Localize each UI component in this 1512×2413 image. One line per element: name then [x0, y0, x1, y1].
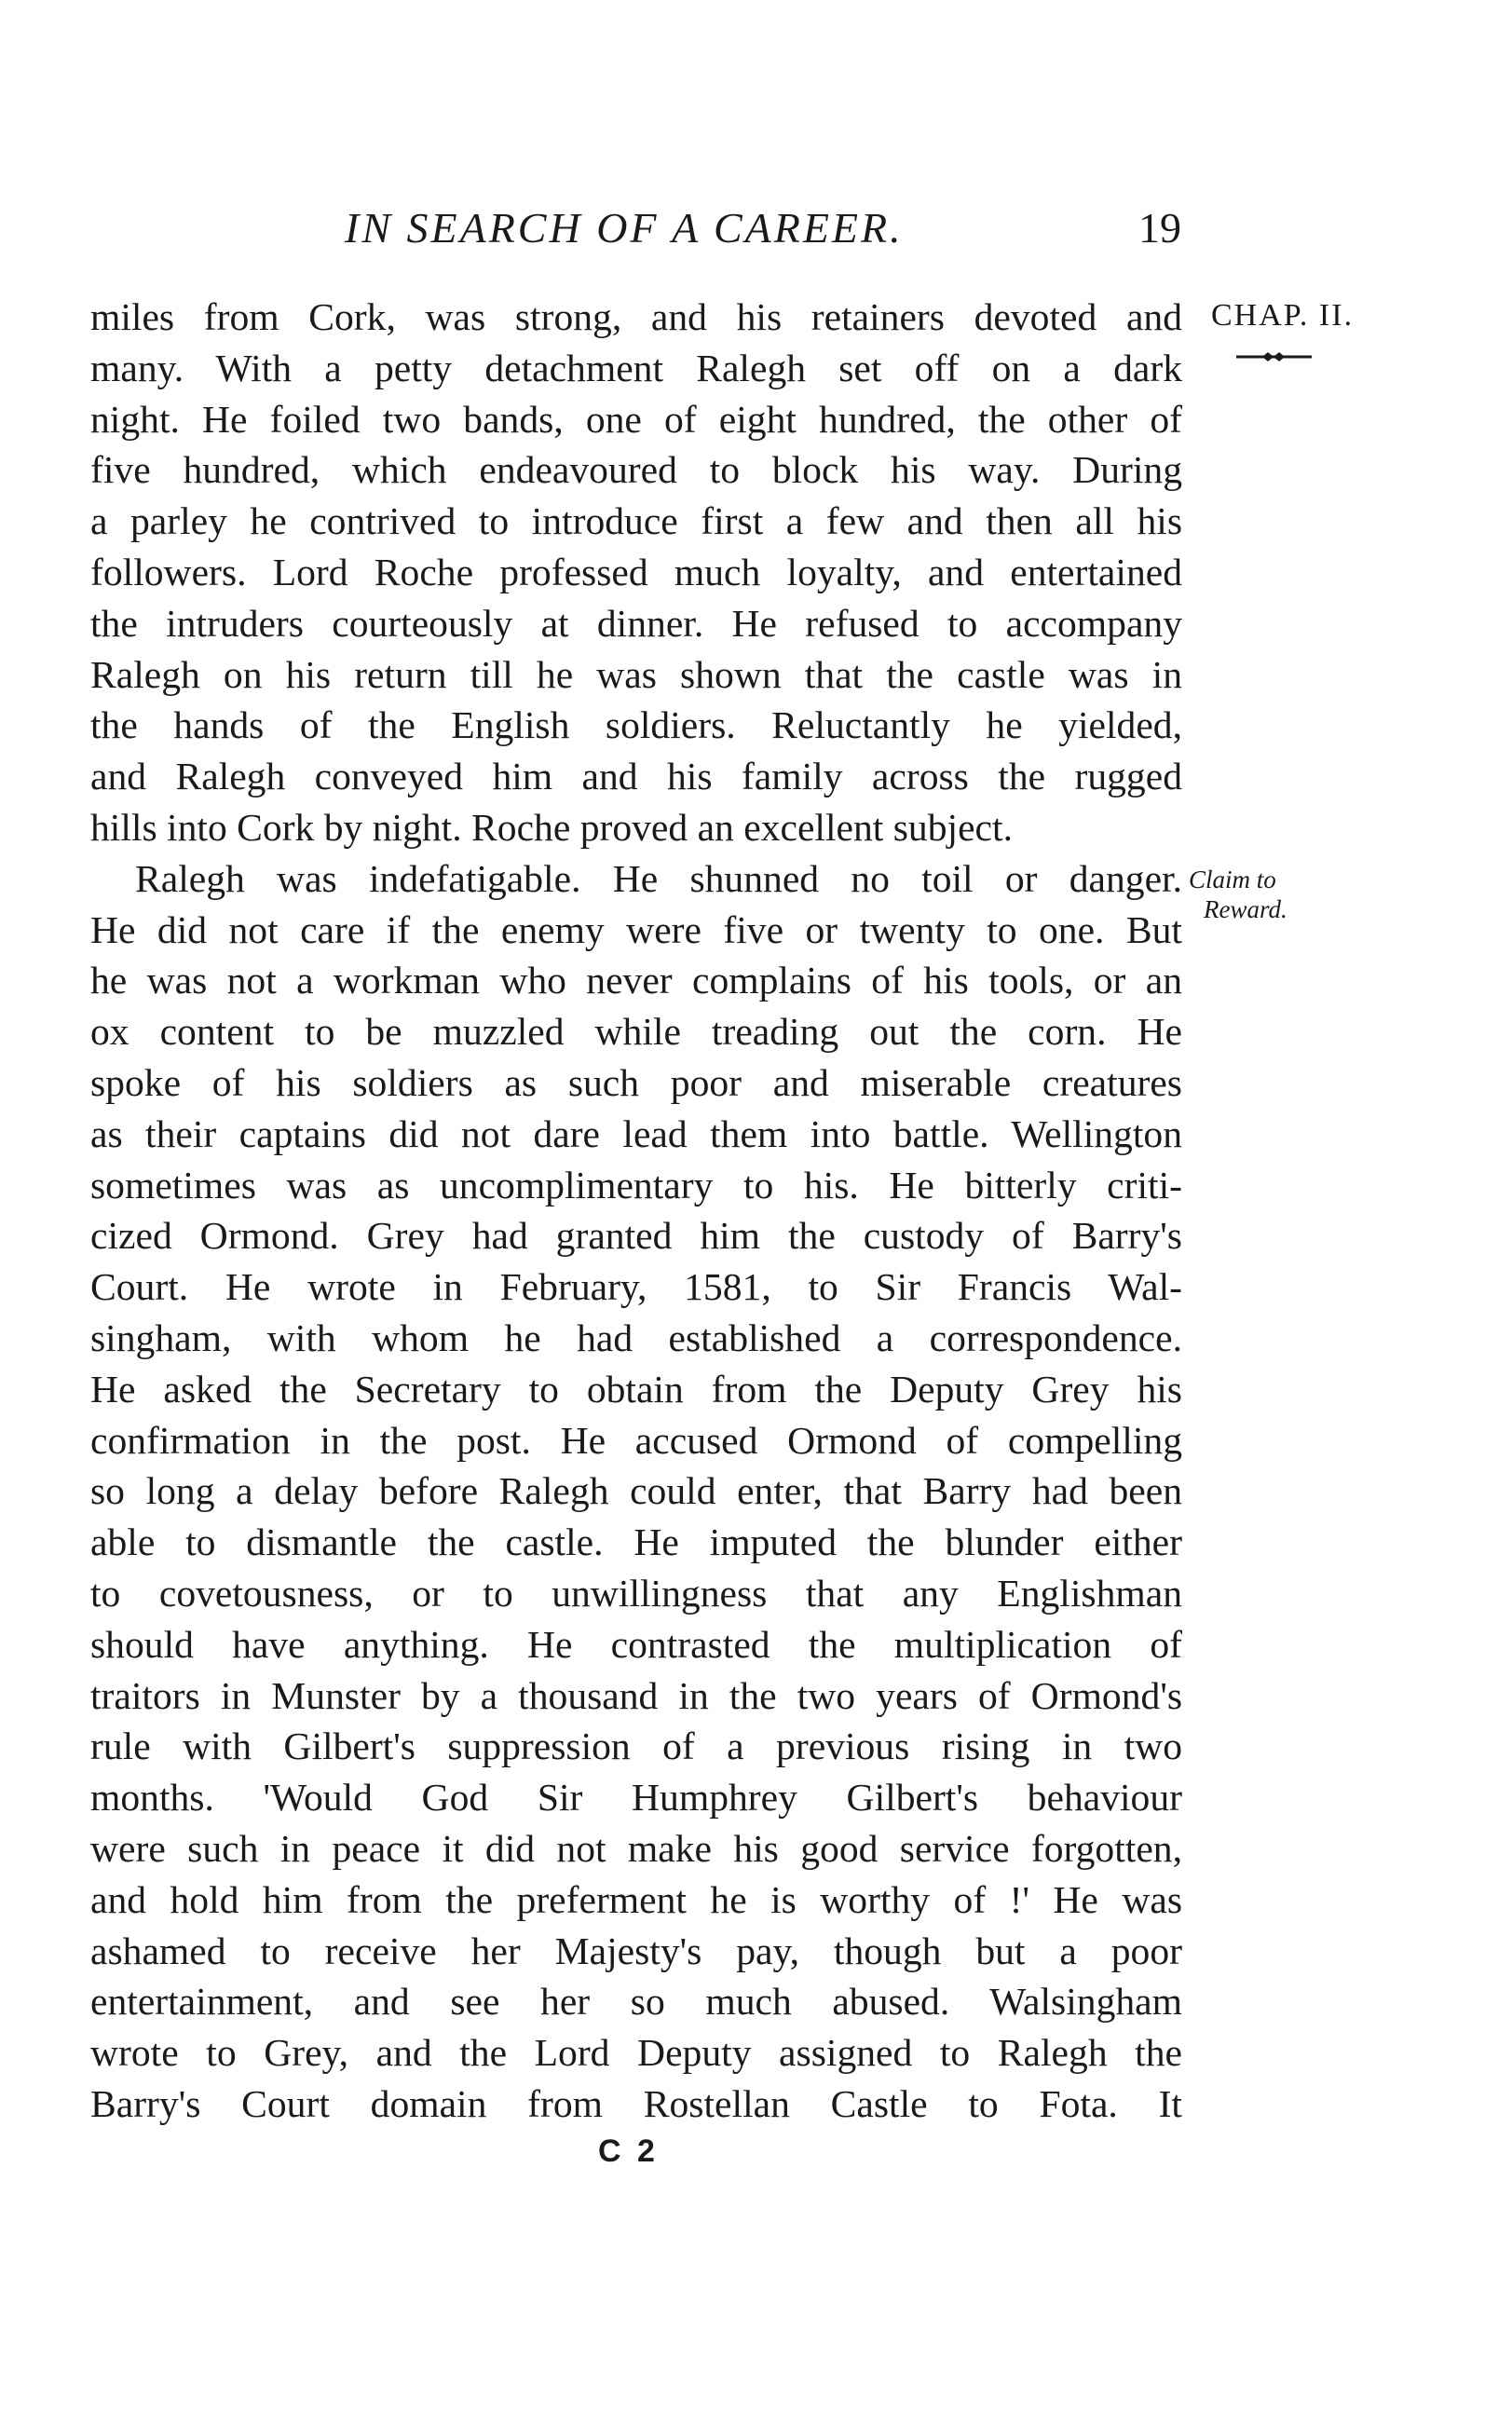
text-line: singham, with whom he had established a correspondence.: [90, 1316, 1182, 1359]
text-line: Ralegh was indefatigable. He shunned no toil or danger.: [135, 856, 1182, 900]
text-line: many. With a petty detachment Ralegh set off on a dark: [90, 346, 1182, 389]
margin-note: [1189, 865, 1287, 924]
text-line: night. He foiled two bands, one of eight hundred, the other of: [90, 397, 1182, 441]
text-line: sometimes was as uncomplimentary to his. He bitterly criti-: [90, 1163, 1182, 1206]
text-line: and Ralegh conveyed him and his family across the rugged: [90, 755, 1182, 798]
text-line: so long a delay before Ralegh could enter, that Barry had been: [90, 1469, 1182, 1513]
text-line: He asked the Secretary to obtain from the Deputy Grey his: [90, 1367, 1182, 1411]
text-line: the intruders courteously at dinner. He refused to accompany: [90, 601, 1182, 645]
text-line: ox content to be muzzled while treading out the corn. He: [90, 1010, 1182, 1054]
text-line: able to dismantle the castle. He imputed the blunder either: [90, 1520, 1182, 1564]
text-line: rule with Gilbert's suppression of a previous rising in two: [90, 1725, 1182, 1768]
text-line: a parley he contrived to introduce first a few and then all his: [90, 499, 1182, 543]
text-line: spoke of his soldiers as such poor and miserable creatures: [90, 1060, 1182, 1104]
text-line: followers. Lord Roche professed much loyalty, and entertained: [90, 550, 1182, 593]
page-number: 19: [1138, 204, 1181, 252]
text-line: entertainment, and see her so much abused. Walsingham: [90, 1980, 1182, 2024]
text-line: as their captains did not dare lead them into battle. Wellington: [90, 1111, 1182, 1155]
margin-note-line: Reward.: [1204, 895, 1287, 923]
signature-mark: C 2: [598, 2134, 659, 2169]
text-line: traitors in Munster by a thousand in the two years of Ormond's: [90, 1673, 1182, 1717]
text-line: the hands of the English soldiers. Reluctantly he yielded,: [90, 703, 1182, 747]
text-line: he was not a workman who never complains of his tools, or an: [90, 959, 1182, 1002]
margin-note-line: Claim to: [1189, 866, 1276, 893]
running-title: IN SEARCH OF A CAREER.: [345, 204, 904, 252]
text-line: hills into Cork by night. Roche proved an excellent subject.: [90, 805, 1013, 849]
text-line: Barry's Court domain from Rostellan Castle to Fota. It: [90, 2081, 1182, 2125]
ornament-rule-icon: [1234, 351, 1314, 362]
margin-chapter-label: CHAP. II.: [1211, 298, 1355, 333]
text-line: and hold him from the preferment he is worthy of !' He was: [90, 1877, 1182, 1921]
text-line: wrote to Grey, and the Lord Deputy assigned to Ralegh the: [90, 2031, 1182, 2075]
text-line: Court. He wrote in February, 1581, to Sir Francis Wal-: [90, 1265, 1182, 1309]
text-line: miles from Cork, was strong, and his retainers devoted and: [90, 295, 1182, 338]
text-line: to covetousness, or to unwillingness that any Englishman: [90, 1571, 1182, 1615]
text-line: five hundred, which endeavoured to block his way. During: [90, 448, 1182, 492]
text-line: Ralegh on his return till he was shown that the castle was in: [90, 652, 1182, 696]
body-text: [90, 292, 1182, 2130]
text-line: months. 'Would God Sir Humphrey Gilbert's behaviour: [90, 1776, 1182, 1820]
text-line: were such in peace it did not make his good service forgotten,: [90, 1826, 1182, 1870]
text-line: He did not care if the enemy were five or twenty to one. But: [90, 907, 1182, 951]
text-line: should have anything. He contrasted the multiplication of: [90, 1622, 1182, 1666]
text-line: cized Ormond. Grey had granted him the custody of Barry's: [90, 1214, 1182, 1258]
page-header: [0, 203, 1512, 259]
text-line: ashamed to receive her Majesty's pay, though but a poor: [90, 1929, 1182, 1972]
text-line: confirmation in the post. He accused Ormond of compelling: [90, 1418, 1182, 1462]
